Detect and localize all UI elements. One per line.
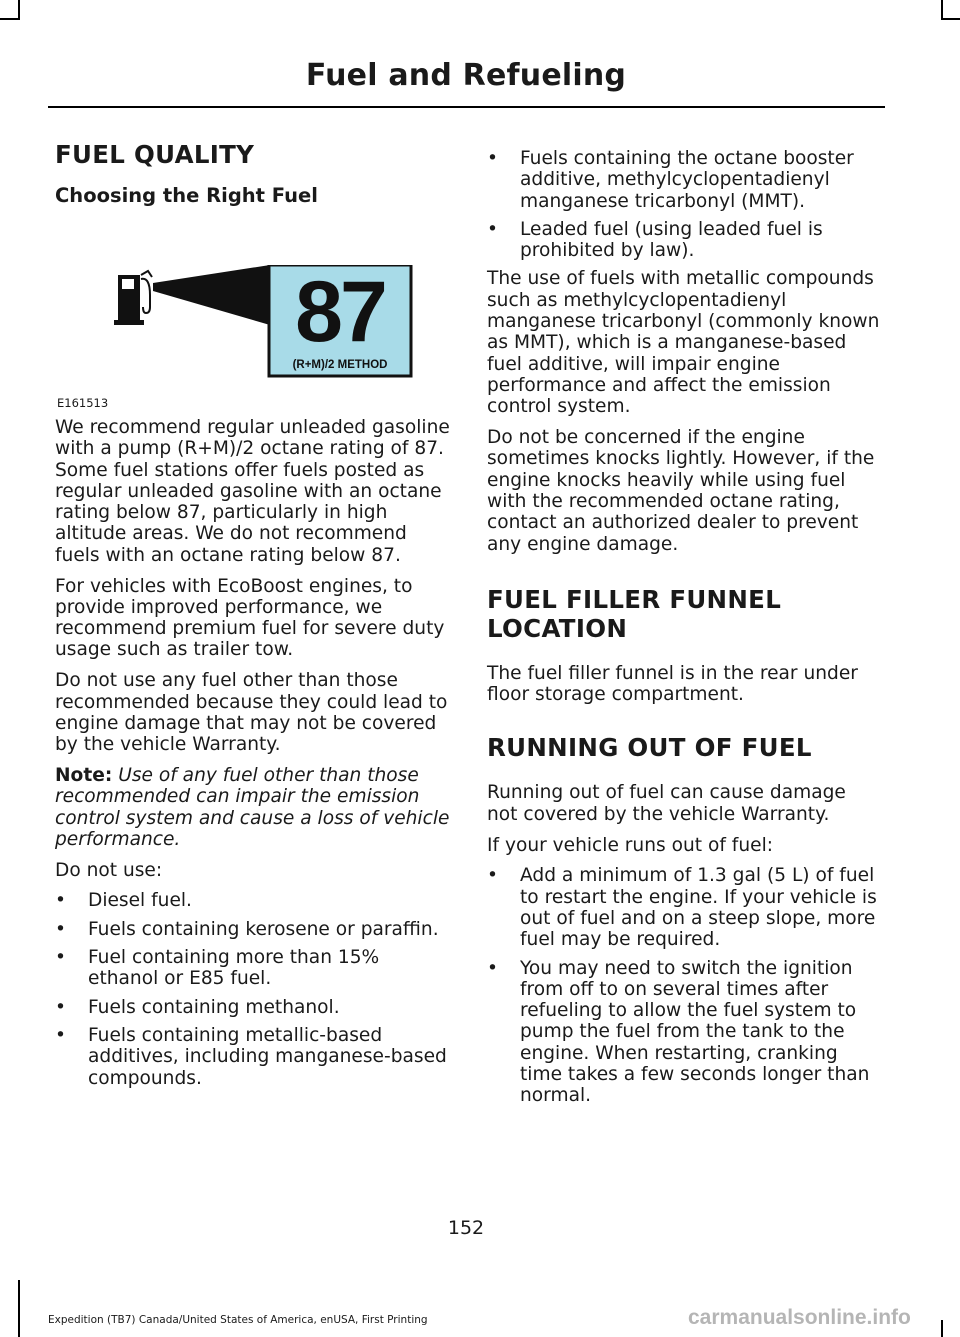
bullet-glyph: • bbox=[487, 218, 498, 240]
paragraph: We recommend regular unleaded gasoline with a pump (R+M)/2 octane rating of 87. Some fuel stations offer fuels posted as regular unleaded gasoline with an octane rating below 87, particularly in high altitude areas. We do not recommend fuels with an octane rating below 87. bbox=[55, 417, 450, 566]
header-rule bbox=[48, 106, 885, 108]
list-item: • Fuel containing more than 15% ethanol or E85 fuel. bbox=[55, 947, 380, 990]
paragraph: For vehicles with EcoBoost engines, to provide improved performance, we recommend premium fuel for severe duty usage such as trailer tow. bbox=[55, 575, 445, 661]
crop-mark bbox=[941, 18, 960, 20]
bullet-glyph: • bbox=[487, 957, 498, 979]
section-title: FUEL FILLER FUNNEL LOCATION bbox=[487, 584, 782, 643]
octane-label-figure bbox=[55, 265, 450, 415]
do-not-use-label: Do not use: bbox=[55, 859, 163, 881]
crop-mark bbox=[0, 18, 19, 20]
paragraph: Do not use any fuel other than those recommended because they could lead to engine damage that may not be covered by the vehicle Warranty. bbox=[55, 670, 448, 756]
list-item: • Fuels containing methanol. bbox=[55, 996, 340, 1018]
bullet-glyph: • bbox=[55, 947, 66, 969]
octane-number: 87 bbox=[295, 264, 385, 360]
beam-shape bbox=[153, 265, 270, 325]
list-item: • Fuels containing the octane booster additive, methylcyclopentadienyl manganese tricarbonyl (MMT). bbox=[487, 148, 854, 212]
octane-method-label: (R+M)/2 METHOD bbox=[292, 359, 388, 371]
paragraph: The use of fuels with metallic compounds such as methylcyclopentadienyl manganese tricarbonyl (commonly known as MMT), which is a manganese-based fuel additive, will impair engine performance and affect the emission control system. bbox=[487, 268, 880, 418]
do-not-use-list-continued bbox=[487, 148, 882, 261]
paragraph: If your vehicle runs out of fuel: bbox=[487, 834, 773, 856]
crop-mark bbox=[18, 0, 20, 20]
bullet-glyph: • bbox=[55, 918, 66, 940]
list-item: • You may need to switch the ignition from off to on several times after refueling to allow the fuel system to pump the fuel from the tank to the engine. When restarting, cranking time takes a few seconds longer than normal. bbox=[487, 957, 870, 1107]
figure-code: E161513 bbox=[57, 396, 109, 410]
crop-mark bbox=[18, 1280, 20, 1337]
list-item: • Leaded fuel (using leaded fuel is prohibited by law). bbox=[487, 218, 823, 262]
paragraph: The fuel filler funnel is in the rear under floor storage compartment. bbox=[487, 662, 858, 706]
fuel-pump-icon bbox=[114, 271, 152, 325]
list-item: • Fuels containing kerosene or paraffin. bbox=[55, 918, 439, 940]
page-number: 152 bbox=[447, 1217, 485, 1239]
list-item: • Diesel fuel. bbox=[55, 890, 192, 912]
subsection-title: Choosing the Right Fuel bbox=[55, 184, 318, 207]
note-text: Use of any fuel other than those recommended can impair the emission control system and cause a loss of vehicle performance. bbox=[55, 764, 450, 850]
paragraph: Running out of fuel can cause damage not covered by the vehicle Warranty. bbox=[487, 782, 846, 825]
right-column bbox=[487, 148, 882, 1114]
left-column bbox=[55, 140, 450, 1096]
list-item: • Fuels containing metallic-based additives, including manganese-based compounds. bbox=[55, 1024, 447, 1089]
bullet-glyph: • bbox=[55, 1024, 66, 1046]
do-not-use-list bbox=[55, 890, 450, 1088]
bullet-glyph: • bbox=[487, 148, 498, 169]
note bbox=[55, 765, 450, 850]
bullet-glyph: • bbox=[55, 890, 66, 912]
bullet-glyph: • bbox=[487, 865, 498, 887]
crop-mark bbox=[941, 1320, 943, 1337]
list-item: • Add a minimum of 1.3 gal (5 L) of fuel to restart the engine. If your vehicle is out of fuel and on a steep slope, more fuel may be required. bbox=[487, 865, 877, 951]
note-label: Note: bbox=[55, 764, 113, 786]
page-header-title: Fuel and Refueling bbox=[305, 58, 627, 93]
section-title: RUNNING OUT OF FUEL bbox=[487, 733, 812, 763]
running-out-list bbox=[487, 865, 882, 1106]
watermark: carmanualsonline.info bbox=[688, 1306, 911, 1329]
bullet-glyph: • bbox=[55, 996, 66, 1018]
section-title: FUEL QUALITY bbox=[55, 140, 255, 169]
paragraph: Do not be concerned if the engine sometimes knocks lightly. However, if the engine knocks heavily while using fuel with the recommended octane rating, contact an authorized dealer to prevent any engine damage. bbox=[487, 427, 875, 555]
crop-mark bbox=[941, 0, 943, 20]
footer-text: Expedition (TB7) Canada/United States of America, enUSA, First Printing bbox=[48, 1314, 428, 1326]
